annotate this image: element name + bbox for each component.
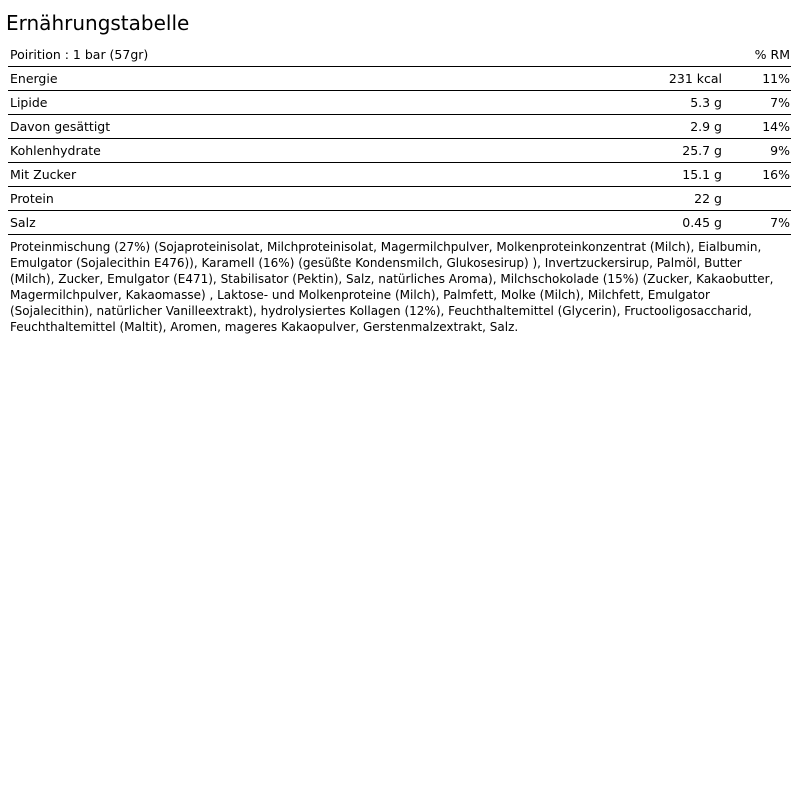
table-row (8, 187, 791, 211)
table-row (8, 163, 791, 187)
table-row (8, 211, 791, 235)
nutrient-label: Salz (10, 215, 36, 230)
pct-column-header: % RM (754, 47, 790, 62)
table-header-row (8, 43, 791, 67)
nutrient-label: Lipide (10, 95, 48, 110)
table-row (8, 115, 791, 139)
nutrient-label: Mit Zucker (10, 167, 77, 182)
nutrition-table (8, 43, 791, 235)
nutrient-amount: 2.9 g (690, 119, 722, 134)
nutrient-label: Davon gesättigt (10, 119, 111, 134)
table-row (8, 91, 791, 115)
portion-label: Poirition : 1 bar (57gr) (10, 47, 149, 62)
nutrient-amount: 0.45 g (682, 215, 722, 230)
nutrient-pct: 16% (762, 167, 790, 182)
nutrient-amount: 22 g (694, 191, 722, 206)
nutrient-amount: 15.1 g (682, 167, 722, 182)
nutrient-pct: 9% (770, 143, 790, 158)
nutrient-pct: 14% (762, 119, 790, 134)
nutrient-label: Energie (10, 71, 58, 86)
nutrient-pct: 7% (770, 95, 790, 110)
nutrient-label: Kohlenhydrate (10, 143, 101, 158)
table-row (8, 67, 791, 91)
nutrient-pct: 7% (770, 215, 790, 230)
nutrient-label: Protein (10, 191, 54, 206)
page-title: Ernährungstabelle (6, 11, 190, 35)
table-row (8, 139, 791, 163)
nutrient-pct: 11% (762, 71, 790, 86)
nutrient-amount: 231 kcal (668, 71, 722, 86)
nutrient-amount: 5.3 g (690, 95, 722, 110)
nutrient-amount: 25.7 g (682, 143, 722, 158)
ingredients-text: Proteinmischung (27%) (Sojaproteinisolat, Milchproteinisolat, Magermilchpulver, Molkenproteinkonzentrat (Milch), Eialbumin, Emulgator (Sojalecithin E476)), Karamell (16%) (gesüßte Kondensmilch, Glukosesirup) ), Invertzuckersirup, Palmöl, Butter (Milch), Zucker, Emulgator (E471), Stabilisator (Pektin), Salz, natürliches Aroma), Milchschokolade (15%) (Zucker, Kakaobutter, Magermilchpulver, Kakaomasse) , Laktose- und Molkenproteine (Milch), Palmfett, Molke (Milch), Milchfett, Emulgator (Sojalecithin), natürlicher Vanilleextrakt), hydrolysiertes Kollagen (12%), Feuchthaltemittel (Glycerin), Fructooligosaccharid, Feuchthaltemittel (Maltit), Aromen, mageres Kakaopulver, Gerstenmalzextrakt, Salz. (10, 240, 774, 334)
